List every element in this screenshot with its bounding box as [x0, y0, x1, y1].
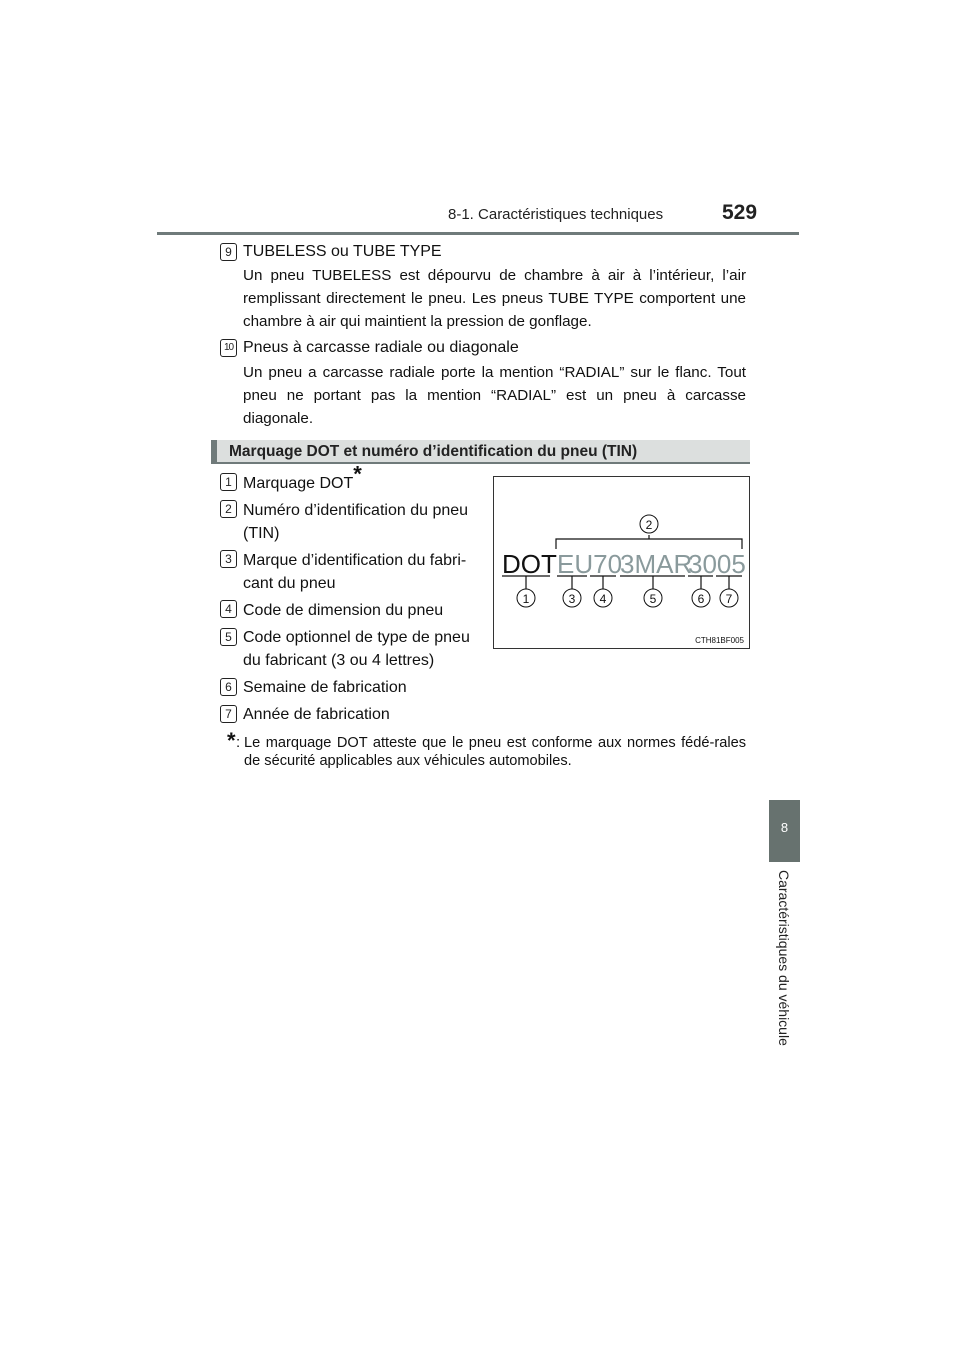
item-number-10: 10 [220, 339, 237, 357]
list-item-dot-marking [243, 461, 362, 495]
list-number-4: 4 [220, 600, 237, 618]
item-text-tubeless: Un pneu TUBELESS est dépourvu de chambre à air à l’intérieur, l’air remplissant directement le pneu. Les pneus TUBE TYPE comportent une chambre à air qui maintient la pression de gonflage. [243, 267, 746, 330]
list-item-manufacturer [243, 549, 466, 595]
asterisk-mark: * [353, 461, 362, 487]
list-item-type-code [243, 626, 470, 672]
list-item-line: Code optionnel de type de pneu [243, 629, 470, 646]
list-item-week: Semaine de fabrication [243, 679, 407, 696]
figure-ref: CTH81BF005 [695, 636, 744, 645]
list-number-7: 7 [220, 705, 237, 723]
tin-bracket [556, 539, 742, 549]
section-title: Marquage DOT et numéro d’identification du pneu (TIN) [229, 443, 638, 460]
callout-7: 7 [725, 592, 733, 606]
list-item-line: (TIN) [243, 525, 280, 542]
list-item-line: cant du pneu [243, 575, 336, 592]
list-item-text: Marquage DOT [243, 475, 354, 492]
list-item-tin [243, 499, 468, 545]
chapter-tab [769, 800, 800, 862]
list-item-size-code: Code de dimension du pneu [243, 602, 444, 619]
code-dot: DOT [502, 549, 557, 579]
callout-5: 5 [649, 592, 657, 606]
dot-diagram [494, 477, 749, 648]
footnote-colon: : [236, 734, 241, 751]
callout-3: 3 [568, 592, 576, 606]
dot-figure [493, 476, 750, 649]
header-rule [157, 232, 799, 235]
list-item-line: du fabricant (3 ou 4 lettres) [243, 652, 435, 669]
list-number-2: 2 [220, 500, 237, 518]
code-eu70: EU70 [557, 549, 623, 579]
footnote-text: Le marquage DOT atteste que le pneu est conforme aux normes fédé-rales de sécurité applicables aux véhicules automobiles. [244, 735, 746, 769]
list-number-6: 6 [220, 678, 237, 696]
item-title-radial: Pneus à carcasse radiale ou diagonale [243, 339, 519, 356]
footnote-asterisk: * [227, 728, 236, 753]
item-text-radial: Un pneu a carcasse radiale porte la mention “RADIAL” sur le flanc. Tout pneu ne portant pas la mention “RADIAL” est un pneu à carcasse diagonale. [243, 364, 746, 427]
callout-4: 4 [599, 592, 607, 606]
list-number-3: 3 [220, 550, 237, 568]
chapter-tab-number: 8 [780, 820, 789, 835]
callout-6: 6 [697, 592, 705, 606]
chapter-side-title: Caractéristiques du véhicule [776, 870, 792, 1046]
list-number-1: 1 [220, 473, 237, 491]
code-3005: 3005 [688, 549, 746, 579]
chapter-header: 8-1. Caractéristiques techniques [448, 206, 664, 223]
callout-2: 2 [645, 518, 653, 532]
list-item-line: Marque d’identification du fabri- [243, 552, 467, 569]
section-header [211, 440, 750, 464]
page-number: 529 [722, 201, 758, 224]
list-item-line: Numéro d’identification du pneu [243, 502, 469, 519]
item-title-tubeless: TUBELESS ou TUBE TYPE [243, 243, 442, 260]
item-number-9: 9 [220, 243, 237, 261]
list-item-year: Année de fabrication [243, 706, 390, 723]
callout-1: 1 [522, 592, 530, 606]
code-3mar: 3MAR [620, 549, 693, 579]
list-number-5: 5 [220, 628, 237, 646]
